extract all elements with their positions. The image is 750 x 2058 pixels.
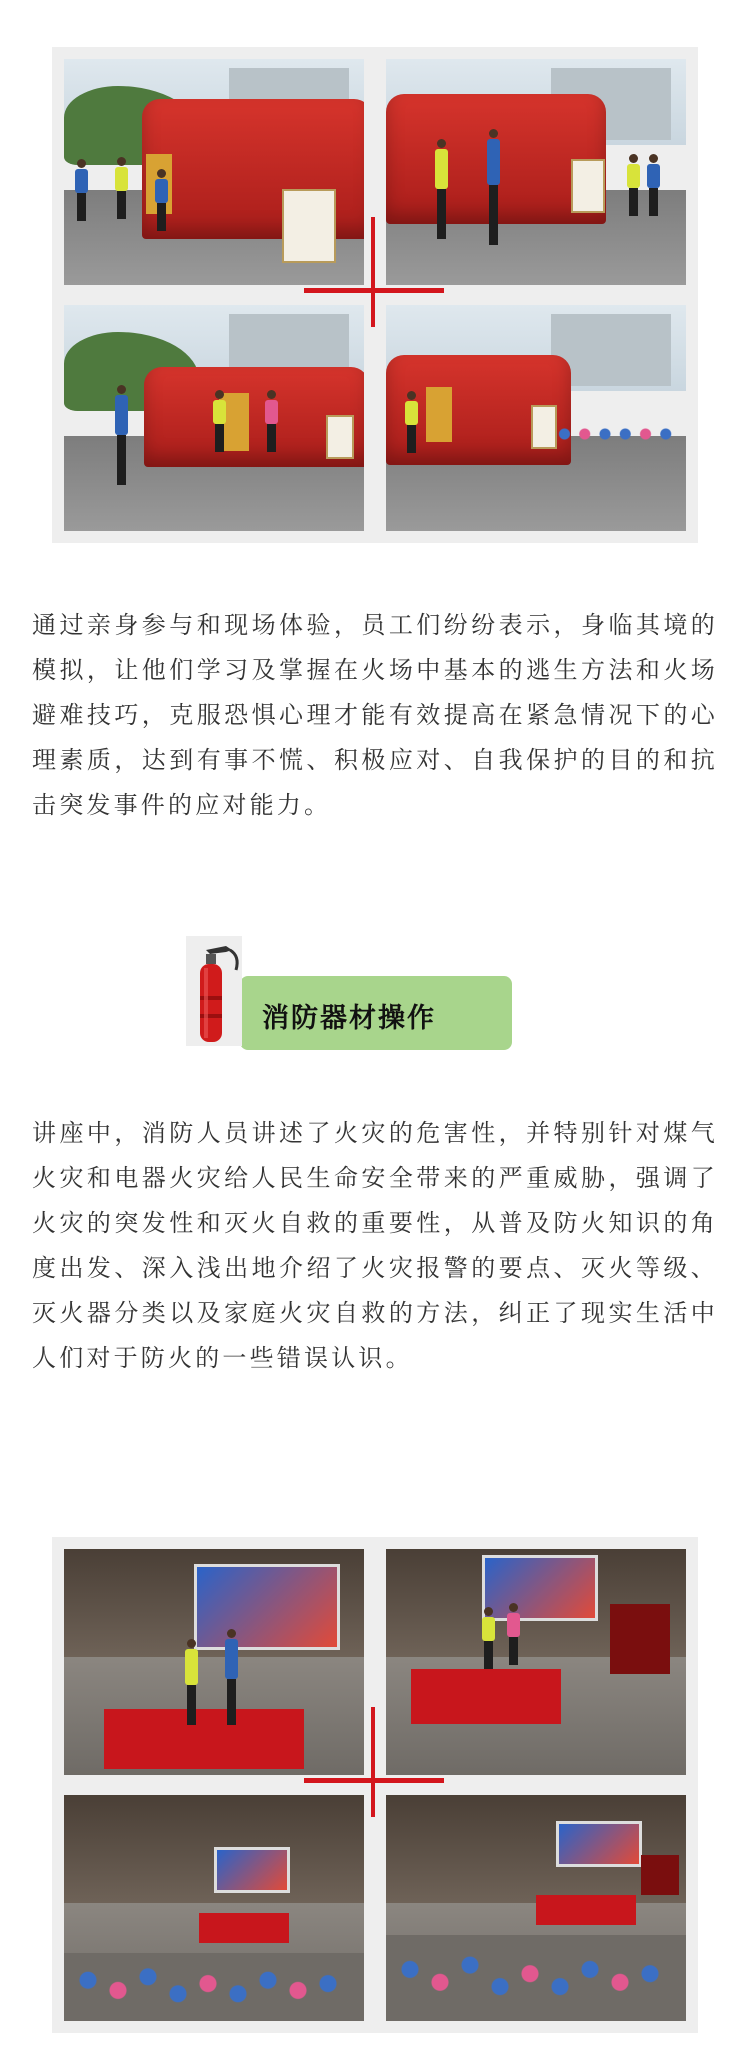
cross-divider-horizontal <box>304 1778 444 1783</box>
photo-lecture-2 <box>386 1549 686 1775</box>
paragraph-drill-feedback: 通过亲身参与和现场体验，员工们纷纷表示，身临其境的模拟，让他们学习及掌握在火场中基本的逃生方法和火场避难技巧，克服恐惧心理才能有效提高在紧急情况下的心理素质，达到有事不慌、积极应对、自我保护的目的和抗击突发事件的应对能力。 <box>32 611 718 819</box>
photo-collage-escape-drill <box>52 47 698 543</box>
photo-tent-drill-4 <box>386 305 686 531</box>
section-header-equipment-operation <box>186 936 536 1046</box>
photo-lecture-4 <box>386 1795 686 2021</box>
cross-divider-horizontal <box>304 288 444 293</box>
section-title-box <box>240 976 512 1050</box>
paragraph-lecture-summary: 讲座中，消防人员讲述了火灾的危害性，并特别针对煤气火灾和电器火灾给人民生命安全带来的严重威胁，强调了火灾的突发性和灭火自救的重要性，从普及防火知识的角度出发、深入浅出地介绍了火灾报警的要点、灭火等级、灭火器分类以及家庭火灾自救的方法，纠正了现实生活中人们对于防火的一些错误认识。 <box>32 1119 718 1372</box>
fire-extinguisher-icon <box>186 936 242 1046</box>
photo-tent-drill-2 <box>386 59 686 285</box>
photo-lecture-3 <box>64 1795 364 2021</box>
cross-divider-vertical <box>371 1707 375 1817</box>
section-title: 消防器材操作 <box>262 1003 436 1034</box>
photo-lecture-1 <box>64 1549 364 1775</box>
photo-tent-drill-1 <box>64 59 364 285</box>
photo-collage-lecture <box>52 1537 698 2033</box>
cross-divider-vertical <box>371 217 375 327</box>
photo-tent-drill-3 <box>64 305 364 531</box>
